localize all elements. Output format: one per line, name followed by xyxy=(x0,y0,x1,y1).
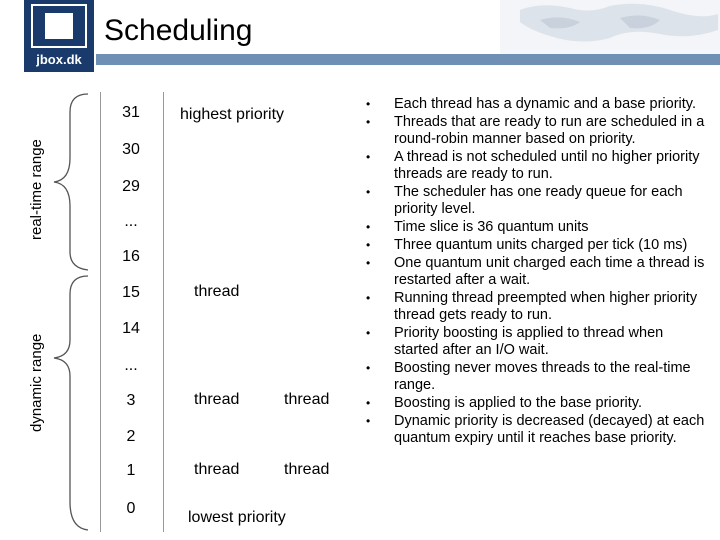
bullet-item xyxy=(366,360,706,394)
lowest-priority-label: lowest priority xyxy=(188,509,286,526)
range-braces xyxy=(48,92,92,532)
bullet-text: Priority boosting is applied to thread when started after an I/O wait. xyxy=(394,325,664,358)
realtime-range-label: real-time range xyxy=(28,139,45,240)
bullet-text: The scheduler has one ready queue for each priority level. xyxy=(394,184,683,217)
bullet-icon: • xyxy=(366,256,371,270)
thread-3a: thread xyxy=(194,391,240,408)
bullet-icon: • xyxy=(366,220,371,234)
bullet-text: Boosting is applied to the base priority. xyxy=(394,395,642,411)
bullet-item xyxy=(366,290,706,324)
header-banner xyxy=(96,54,720,65)
bullet-item xyxy=(366,325,706,359)
bullet-text: One quantum unit charged each time a thread is restarted after a wait. xyxy=(394,255,705,288)
priority-row: 16 xyxy=(122,248,140,265)
highest-priority-label: highest priority xyxy=(180,106,285,123)
priority-row: 30 xyxy=(122,141,140,158)
priority-row: 0 xyxy=(126,500,136,517)
bullet-text: A thread is not scheduled until no higher priority threads are ready to run. xyxy=(394,149,700,182)
bullet-icon: • xyxy=(366,185,371,199)
page-title: Scheduling xyxy=(104,14,253,47)
logo xyxy=(24,0,94,72)
bullet-icon: • xyxy=(366,150,371,164)
bullet-icon: • xyxy=(366,97,371,111)
priority-row: ... xyxy=(124,213,138,230)
bullet-text: Dynamic priority is decreased (decayed) at each quantum expiry until it reaches base priority. xyxy=(394,413,705,446)
bullet-text: Each thread has a dynamic and a base priority. xyxy=(394,96,696,112)
bullet-list xyxy=(366,96,706,448)
bullet-text: Boosting never moves threads to the real-time range. xyxy=(394,360,691,393)
bullet-icon: • xyxy=(366,396,371,410)
bullet-icon: • xyxy=(366,361,371,375)
bullet-item xyxy=(366,149,706,183)
priority-row: 3 xyxy=(126,392,136,409)
priority-row: 1 xyxy=(126,462,136,479)
bullet-icon: • xyxy=(366,414,371,428)
priority-row: 14 xyxy=(122,320,140,337)
world-map-icon xyxy=(500,0,720,54)
bullet-item xyxy=(366,96,706,113)
bullet-item xyxy=(366,184,706,218)
dynamic-range-label: dynamic range xyxy=(28,333,45,432)
bullet-text: Time slice is 36 quantum units xyxy=(394,219,589,235)
logo-text: jbox.dk xyxy=(36,52,82,67)
bullet-item xyxy=(366,255,706,289)
thread-1a: thread xyxy=(194,461,240,478)
bullet-icon: • xyxy=(366,115,371,129)
priority-row: 2 xyxy=(126,428,136,445)
logo-square-icon xyxy=(31,4,87,48)
thread-3b: thread xyxy=(284,391,330,408)
bullet-icon: • xyxy=(366,326,371,340)
bullet-item xyxy=(366,237,706,254)
priority-row: 29 xyxy=(122,178,140,195)
bullet-item xyxy=(366,219,706,236)
thread-1b: thread xyxy=(284,461,330,478)
bullet-icon: • xyxy=(366,238,371,252)
thread-15: thread xyxy=(194,283,240,300)
bullet-item xyxy=(366,413,706,447)
bullet-text: Three quantum units charged per tick (10 ms) xyxy=(394,237,688,253)
bullet-text: Running thread preempted when higher priority thread gets ready to run. xyxy=(394,290,698,323)
bullet-item xyxy=(366,114,706,148)
bullet-item xyxy=(366,395,706,412)
priority-row: 15 xyxy=(122,284,140,301)
bullet-text: Threads that are ready to run are scheduled in a round-robin manner based on priority. xyxy=(394,114,705,147)
priority-row: 31 xyxy=(122,104,140,121)
bullet-icon: • xyxy=(366,291,371,305)
priority-row: ... xyxy=(124,357,138,374)
